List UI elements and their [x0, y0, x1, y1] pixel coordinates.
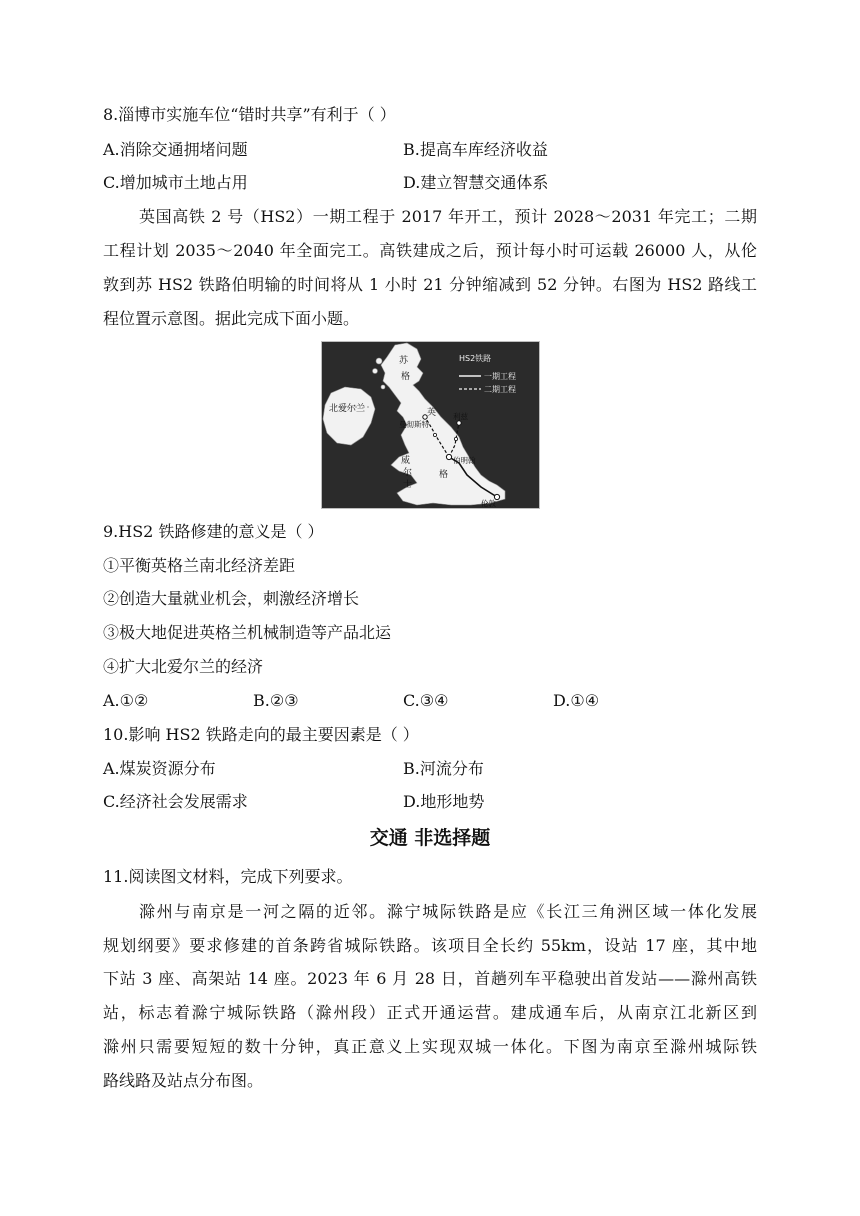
q9-item-2: ②创造大量就业机会，刺激经济增长	[103, 589, 360, 608]
q11-stem: 11.阅读图文材料，完成下列要求。	[103, 867, 353, 886]
label-leeds: 利兹	[453, 412, 468, 421]
label-manchester: 曼彻斯特	[399, 420, 429, 429]
q9-option-d: D.①④	[553, 691, 600, 710]
island-3	[381, 385, 385, 389]
q10-option-c: C.经济社会发展需求	[103, 792, 248, 811]
q9-option-a: A.①②	[103, 691, 149, 710]
island-1	[376, 358, 382, 364]
q11-passage-line-4: 站，标志着滁宁城际铁路（滁州段）正式开通运营。建成通车后，从南京江北新区到	[103, 1003, 757, 1022]
legend-phase2-label: 二期工程	[484, 385, 516, 394]
q11-passage-line-5: 滁州只需要短短的数十分钟，真正意义上实现双城一体化。下图为南京至滁州城际铁	[103, 1037, 757, 1056]
label-wales-2: 尔	[403, 468, 413, 478]
q11-passage-line-2: 规划纲要》要求修建的首条跨省城际铁路。该项目全长约 55km，设站 17 座，其中地	[103, 936, 757, 955]
label-england-1: 英	[427, 408, 437, 418]
label-wales-1: 威	[401, 456, 411, 466]
station-leeds	[457, 421, 461, 425]
label-scotland-1: 苏	[399, 356, 409, 366]
q10-option-a: A.煤炭资源分布	[103, 759, 216, 778]
section-title: 交通 非选择题	[369, 827, 491, 849]
passage1-line-3: 敦到苏 HS2 铁路伯明输的时间将从 1 小时 21 分钟缩减到 52 分钟。右图为 HS2 路线工	[103, 275, 757, 294]
label-scotland-2: 格	[401, 372, 411, 382]
passage1-line-4: 程位置示意图。据此完成下面小题。	[103, 309, 360, 328]
q11-passage-line-6: 路线路及站点分布图。	[103, 1071, 264, 1090]
label-london: 伦敦	[481, 499, 496, 508]
passage1-line-1: 英国高铁 2 号（HS2）一期工程于 2017 年开工，预计 2028～2031 年完工；二期	[139, 207, 757, 226]
q10-option-b: B.河流分布	[403, 759, 484, 778]
legend-title: HS2铁路	[459, 354, 492, 363]
label-wales-3: 士	[403, 480, 413, 490]
label-birmingham: 伯明翰	[453, 456, 476, 465]
passage1-line-2: 工程计划 2035～2040 年全面完工。高铁建成之后，预计每小时可运载 26000 人，从伦	[103, 241, 757, 260]
q9-stem: 9.HS2 铁路修建的意义是（ ）	[103, 522, 324, 541]
q8-option-b: B.提高车库经济收益	[403, 140, 548, 159]
island-2	[373, 369, 378, 374]
q9-item-3: ③极大地促进英格兰机械制造等产品北运	[103, 623, 392, 642]
legend-phase1-label: 一期工程	[484, 372, 516, 381]
station-birmingham	[446, 454, 451, 459]
q8-stem: 8.淄博市实施车位“错时共享”有利于（ ）	[103, 105, 396, 124]
q9-item-4: ④扩大北爱尔兰的经济	[103, 657, 264, 676]
q8-option-c: C.增加城市土地占用	[103, 173, 248, 192]
q8-option-d: D.建立智慧交通体系	[403, 173, 549, 192]
q8-option-a: A.消除交通拥堵问题	[103, 140, 248, 159]
q10-stem: 10.影响 HS2 铁路走向的最主要因素是（ ）	[103, 725, 419, 744]
hs2-route-map	[321, 341, 540, 509]
q11-passage-line-3: 下站 3 座、高架站 14 座。2023 年 6 月 28 日，首趟列车平稳驶出首发站——滁州高铁	[103, 969, 757, 988]
station-minor-2	[454, 437, 457, 440]
label-northern-ireland: 北爱尔兰	[329, 404, 366, 414]
station-minor-1	[433, 433, 436, 436]
label-england-2: 格	[439, 470, 449, 480]
q9-option-b: B.②③	[253, 691, 299, 710]
q9-option-c: C.③④	[403, 691, 449, 710]
q11-passage-line-1: 滁州与南京是一河之隔的近邻。滁宁城际铁路是应《长江三角洲区域一体化发展	[139, 902, 757, 921]
q10-option-d: D.地形地势	[403, 792, 485, 811]
q9-item-1: ①平衡英格兰南北经济差距	[103, 556, 296, 575]
